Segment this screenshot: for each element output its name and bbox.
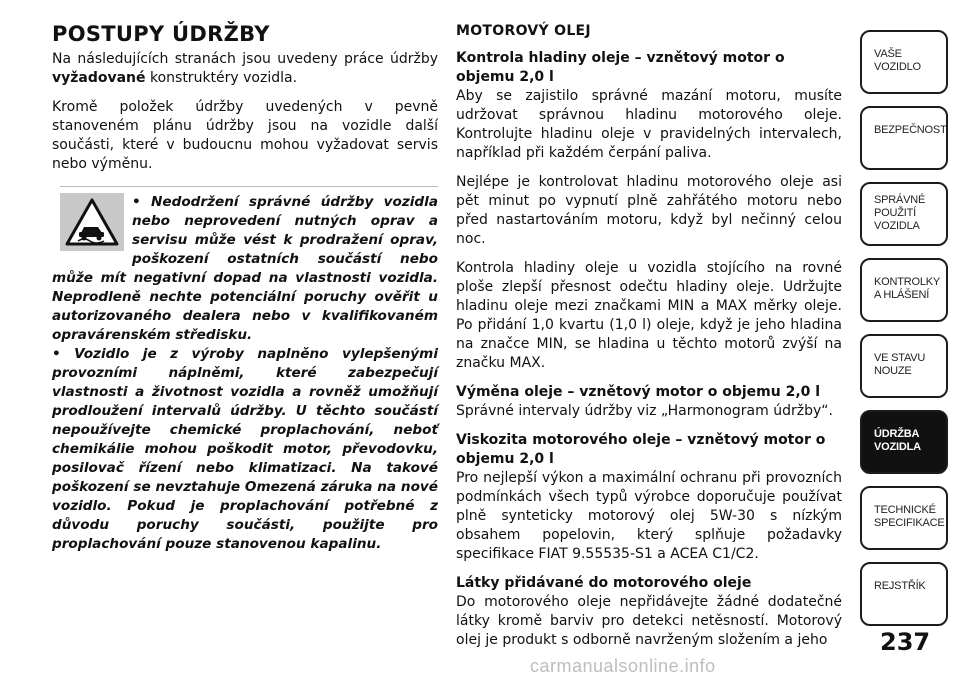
oil-additives-paragraph: Do motorového oleje nepřidávejte žádné dodatečné látky kromě barviv pro detekci netěsností. Motorový olej je produkt s odborně navrženým složením a jeho — [456, 594, 842, 648]
warning-item-maintenance: • Nedodržení správné údržby vozidla nebo neprovedení nutných oprav a servisu může vést k prodražení oprav, poškození ostatních součástí nebo může mít negativní dopad na vlastnosti vozidla. Neprodleně nechte potenciální poruchy ověřit u autorizovaného dealera nebo v kvalifikovaném opravárenském středisku. — [52, 194, 438, 343]
additional-parts-paragraph: Kromě položek údržby uvedených v pevně stanoveném plánu údržby jsou na vozidle další součásti, které v budoucnu mohou vyžadovat servis nebo výměnu. — [52, 99, 438, 172]
tab-vase-vozidlo[interactable]: VAŠE VOZIDLO — [860, 30, 948, 94]
tab-spravne-pouziti-vozidla[interactable]: SPRÁVNÉ POUŽITÍ VOZIDLA — [860, 182, 948, 246]
warning-item-flushing: • Vozidlo je z výroby naplněno vylepšenými provozními náplněmi, které zabezpečují vlastnosti a životnost vozidla a rovněž umožňují prodloužení intervalů údržby. U těchto součástí nepoužívejte chemické proplachování, neboť chemikálie mohou poškodit motor, převodovku, posilovač řízení nebo klimatizaci. Na takové poškození se nevztahuje Omezená záruka na nové vozidlo. Pokud je proplachování potřebné z důvodu poruchy součásti, použijte pro proplachování pouze stanovenou kapalinu. — [52, 346, 438, 552]
oil-viscosity-paragraph: Pro nejlepší výkon a maximální ochranu při provozních podmínkách všech typů výrobce doporučuje používat plně synteticky motorový olej 5W-30 s nízkým obsahem popelovin, který splňuje požadavky specifikace FIAT 9.55535-S1 a ACEA C1/C2. — [456, 470, 842, 562]
tab-kontrolky-a-hlaseni[interactable]: KONTROLKY A HLÁŠENÍ — [860, 258, 948, 322]
chapter-tabs — [856, 22, 960, 630]
oil-level-paragraph-1: Aby se zajistilo správné mazání motoru, musíte udržovat správnou hladinu motorového oleje. Kontrolujte hladinu oleje v pravidelných intervalech, například při každém čerpání paliva. — [456, 88, 842, 161]
tab-bezpecnost[interactable]: BEZPEČNOST — [860, 106, 948, 170]
warning-box — [52, 193, 438, 554]
oil-additives-heading: Látky přidávané do motorového oleje — [456, 575, 752, 591]
right-column — [456, 22, 842, 660]
warning-divider — [60, 186, 438, 187]
watermark: carmanualsonline.info — [530, 656, 716, 676]
tab-udrzba-vozidla[interactable]: ÚDRŽBA VOZIDLA — [860, 410, 948, 474]
tab-rejstrik[interactable]: REJSTŘÍK — [860, 562, 948, 626]
oil-level-paragraph-3: Kontrola hladiny oleje u vozidla stojícího na rovné ploše zlepší přesnost odečtu hladiny oleje. Udržujte hladinu oleje mezi značkami MIN a MAX měrky oleje. Po přidání 1,0 kvartu (1,0 l) oleje, když je jeho hladina na značce MIN, se hladina u těchto motorů zvýší na značku MAX. — [456, 260, 842, 371]
oil-level-heading: Kontrola hladiny oleje – vznětový motor o objemu 2,0 l — [456, 50, 785, 85]
page-number: 237 — [880, 628, 931, 656]
oil-viscosity-heading: Viskozita motorového oleje – vznětový motor o objemu 2,0 l — [456, 432, 826, 467]
motor-oil-title: MOTOROVÝ OLEJ — [456, 23, 591, 39]
left-column — [52, 22, 438, 554]
oil-change-paragraph: Správné intervaly údržby viz „Harmonogram údržby“. — [456, 403, 833, 419]
tab-technicke-specifikace[interactable]: TECHNICKÉ SPECIFIKACE — [860, 486, 948, 550]
intro-paragraph: Na následujících stranách jsou uvedeny práce údržby vyžadované konstruktéry vozidla. — [52, 51, 438, 86]
section-title: POSTUPY ÚDRŽBY — [52, 22, 270, 46]
tab-ve-stavu-nouze[interactable]: VE STAVU NOUZE — [860, 334, 948, 398]
oil-level-paragraph-2: Nejlépe je kontrolovat hladinu motorového oleje asi pět minut po vypnutí plně zahřátého motoru nebo před nastartováním motoru, když byl nečinný celou noc. — [456, 174, 842, 247]
oil-change-heading: Výměna oleje – vznětový motor o objemu 2,0 l — [456, 384, 821, 400]
skidding-car-warning-icon — [60, 193, 124, 251]
